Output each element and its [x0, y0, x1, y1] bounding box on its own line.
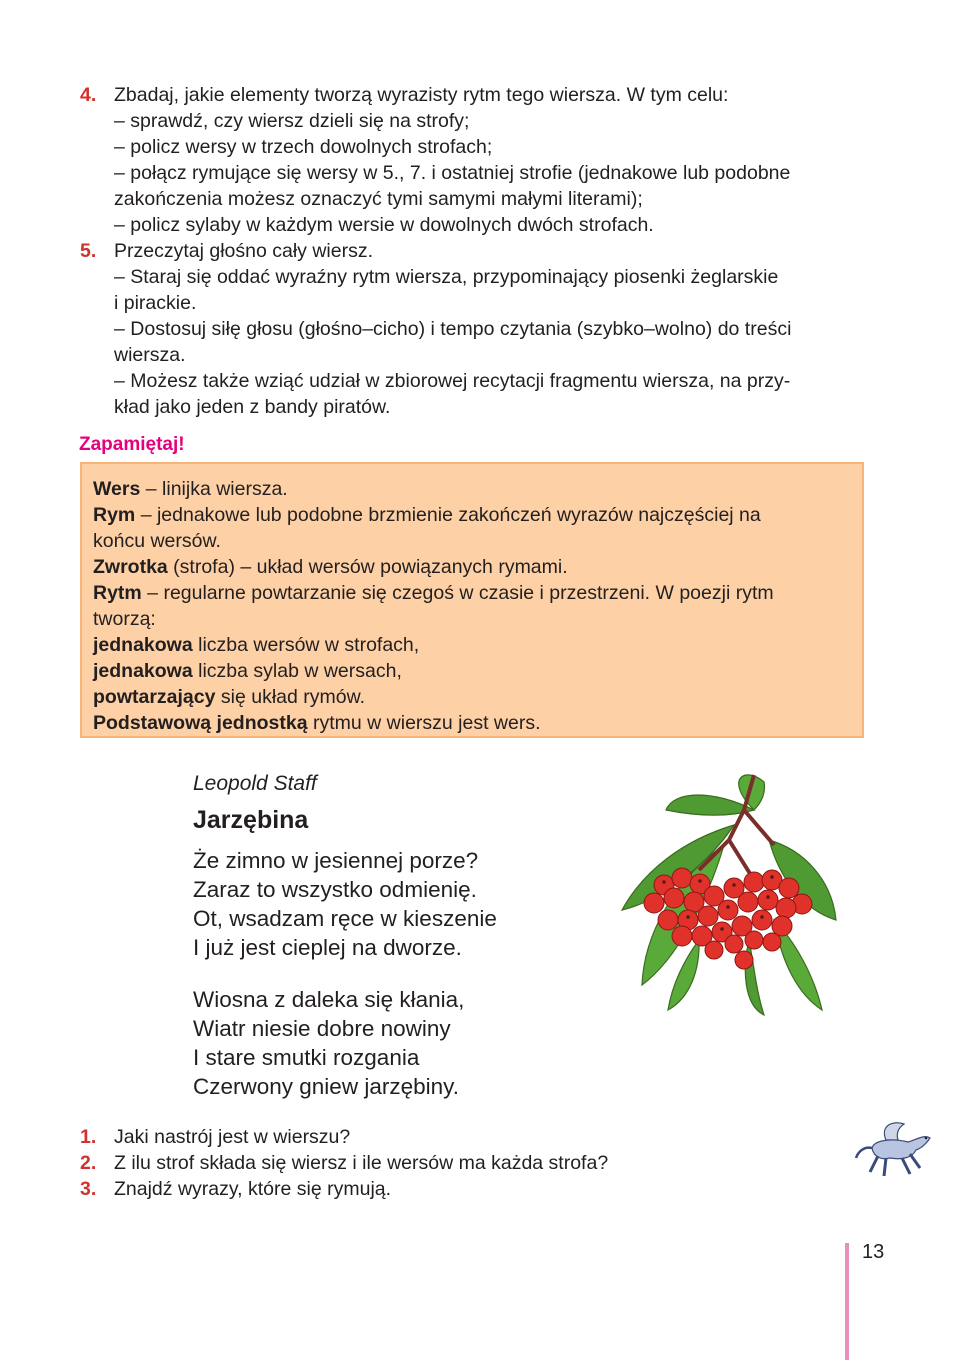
question-number: 3.	[80, 1178, 97, 1200]
definition-line	[93, 580, 851, 606]
task-line: Przeczytaj głośno cały wiersz.	[114, 240, 374, 262]
page-number: 13	[862, 1241, 885, 1263]
definition-term: powtarzający	[93, 686, 216, 708]
remember-heading: Zapamiętaj!	[79, 434, 185, 455]
task-line: wiersza.	[114, 344, 186, 366]
poem-line: Zaraz to wszystko odmienię.	[193, 877, 477, 902]
definition-text: liczba sylab w wersach,	[192, 660, 402, 682]
definition-text: – regularne powtarzanie się czegoś w czasie i przestrzeni. W poezji rytm	[141, 582, 774, 604]
task-number: 4.	[80, 84, 97, 106]
definition-term: jednakowa	[93, 660, 193, 682]
definition-text: – linijka wiersza.	[140, 478, 288, 500]
task-line: – policz wersy w trzech dowolnych strofach;	[114, 136, 493, 158]
task-number: 5.	[80, 240, 97, 262]
poem-stanza-1	[193, 846, 497, 962]
question-2	[80, 1150, 608, 1176]
task-line: zakończenia możesz oznaczyć tymi samymi małymi literami);	[114, 188, 643, 210]
task-line: Zbadaj, jakie elementy tworzą wyrazisty rytm tego wiersza. W tym celu:	[114, 84, 729, 106]
poem-line: Wiosna z daleka się kłania,	[193, 987, 465, 1012]
definition-term: Zwrotka	[93, 556, 168, 578]
poem-line: Ot, wsadzam ręce w kieszenie	[193, 906, 497, 931]
poem-line: Wiatr niesie dobre nowiny	[193, 1016, 451, 1041]
definition-text: się układ rymów.	[215, 686, 366, 708]
task-line: – połącz rymujące się wersy w 5., 7. i ostatniej strofie (jednakowe lub podobne	[114, 162, 791, 184]
task-line: i pirackie.	[114, 292, 197, 314]
task-line: – Staraj się oddać wyraźny rytm wiersza, przypominający piosenki żeglarskie	[114, 266, 779, 288]
task-line: – policz sylaby w każdym wersie w dowolnych dwóch strofach.	[114, 214, 654, 236]
definition-text: rytmu w wierszu jest wers.	[307, 712, 541, 734]
question-text: Z ilu strof składa się wiersz i ile wersów ma każda strofa?	[114, 1152, 609, 1174]
definition-line	[93, 606, 851, 632]
poem-author: Leopold Staff	[193, 772, 317, 795]
pegasus-icon	[852, 1118, 936, 1180]
definition-line	[93, 632, 851, 658]
task-line: – sprawdź, czy wiersz dzieli się na strofy;	[114, 110, 470, 132]
definition-text: końcu wersów.	[93, 530, 221, 552]
question-number: 2.	[80, 1152, 97, 1174]
task-line: – Dostosuj siłę głosu (głośno–cicho) i tempo czytania (szybko–wolno) do treści	[114, 318, 792, 340]
poem-stanza-2	[193, 985, 464, 1101]
poem-line: Czerwony gniew jarzębiny.	[193, 1074, 459, 1099]
definition-term: Rym	[93, 504, 136, 526]
page-margin-rule	[845, 1243, 849, 1360]
task-line: – Możesz także wziąć udział w zbiorowej recytacji fragmentu wiersza, na przy-	[114, 370, 791, 392]
task-5	[80, 238, 880, 420]
definition-text: (strofa) – układ wersów powiązanych rymami.	[167, 556, 568, 578]
definition-term: jednakowa	[93, 634, 193, 656]
question-text: Jaki nastrój jest w wierszu?	[114, 1126, 351, 1148]
definition-line	[93, 528, 851, 554]
definition-text: liczba wersów w strofach,	[192, 634, 420, 656]
poem-line: I stare smutki rozgania	[193, 1045, 420, 1070]
task-4	[80, 82, 880, 238]
question-number: 1.	[80, 1126, 97, 1148]
question-text: Znajdź wyrazy, które się rymują.	[114, 1178, 392, 1200]
definitions-box	[80, 462, 864, 738]
rowan-berries-icon	[604, 770, 844, 1020]
definition-line	[93, 684, 851, 710]
definition-line	[93, 502, 851, 528]
poem-title: Jarzębina	[193, 806, 309, 834]
definition-line	[93, 710, 851, 736]
question-3	[80, 1176, 391, 1202]
definition-line	[93, 658, 851, 684]
definition-text: – jednakowe lub podobne brzmienie zakończeń wyrazów najczęściej na	[135, 504, 761, 526]
definition-text: tworzą:	[93, 608, 156, 630]
definition-term: Podstawową jednostką	[93, 712, 308, 734]
definition-line	[93, 476, 851, 502]
task-line: kład jako jeden z bandy piratów.	[114, 396, 391, 418]
poem-line: Że zimno w jesiennej porze?	[193, 848, 479, 873]
definition-term: Rytm	[93, 582, 142, 604]
definition-line	[93, 554, 851, 580]
question-1	[80, 1124, 350, 1150]
poem-line: I już jest cieplej na dworze.	[193, 935, 462, 960]
definition-term: Wers	[93, 478, 141, 500]
